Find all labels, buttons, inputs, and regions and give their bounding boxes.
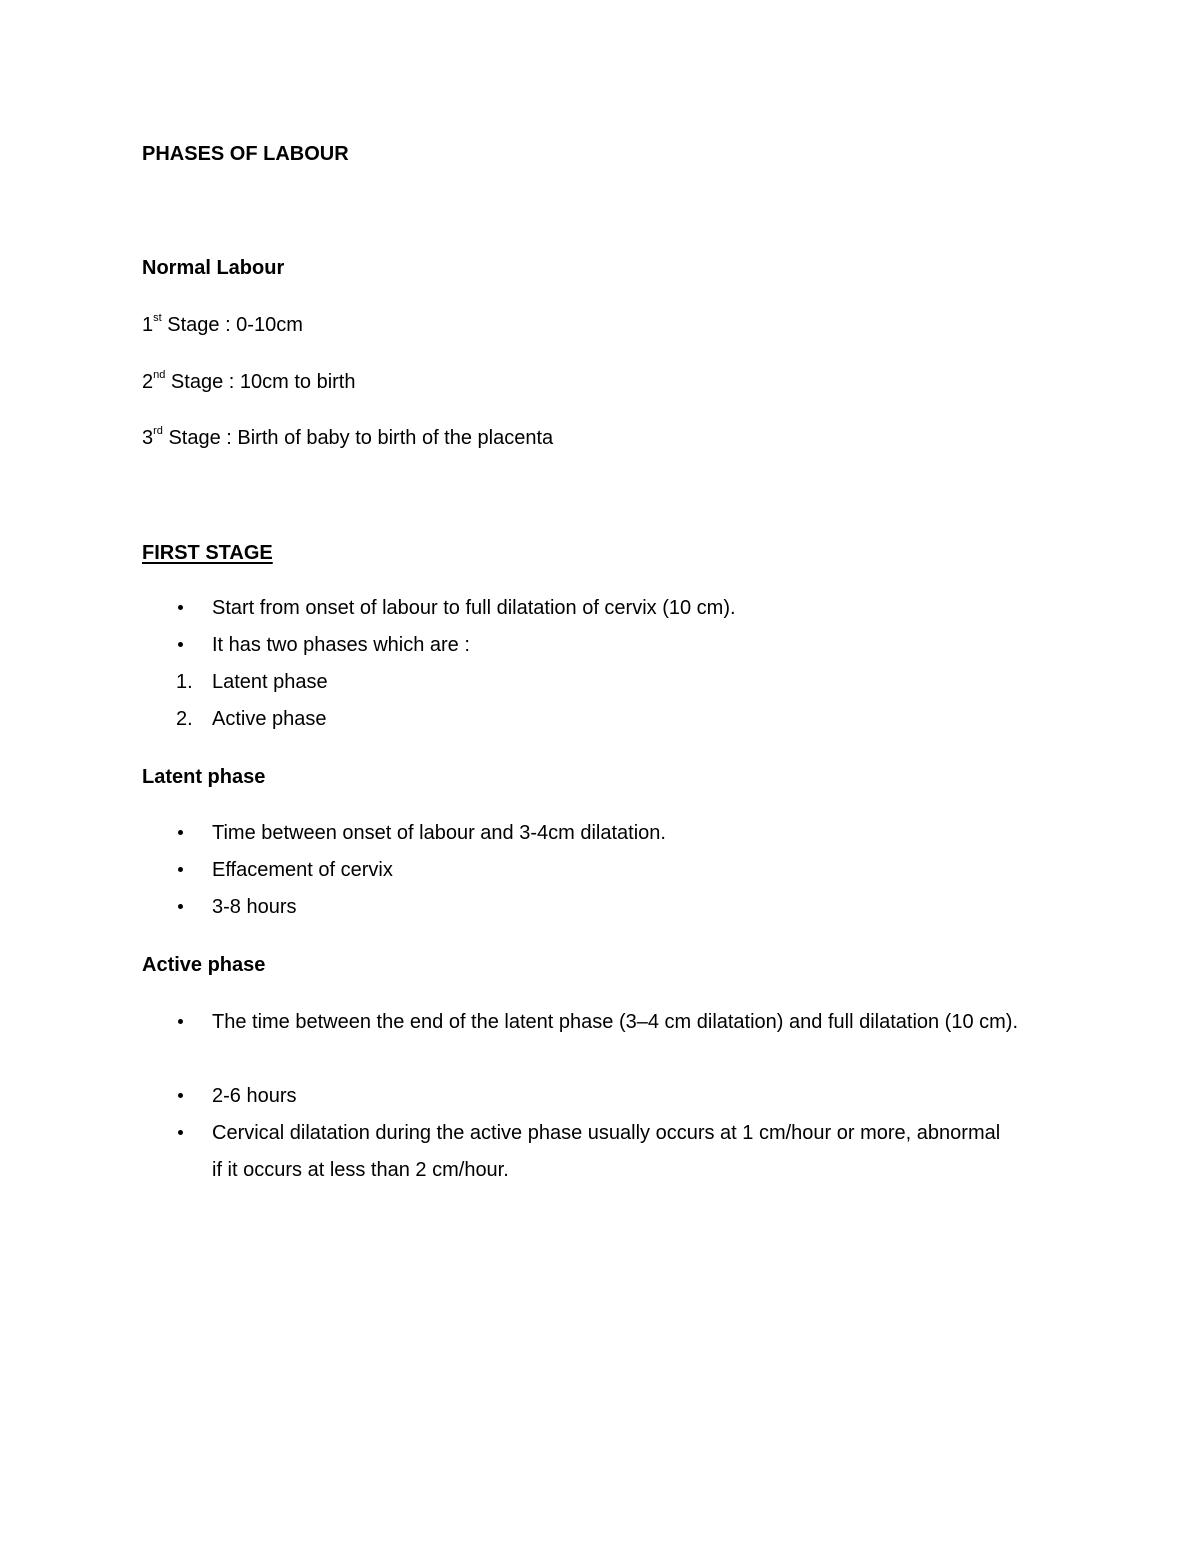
list-item <box>175 590 1055 627</box>
list-item-text: 2-6 hours <box>212 1085 297 1107</box>
list-item-text: Time between onset of labour and 3-4cm dilatation. <box>212 822 666 844</box>
document-title: PHASES OF LABOUR <box>142 143 349 165</box>
stage-description: Stage : Birth of baby to birth of the placenta <box>162 427 554 449</box>
first-stage-heading: FIRST STAGE <box>142 542 273 564</box>
list-item <box>175 852 1055 889</box>
stage-line-2 <box>142 370 355 394</box>
normal-labour-heading: Normal Labour <box>142 257 285 279</box>
list-item <box>175 627 1055 664</box>
stage-description: Stage : 10cm to birth <box>165 371 356 393</box>
list-item-text: Active phase <box>212 708 327 730</box>
list-item-text: Effacement of cervix <box>212 859 393 881</box>
list-item-text: It has two phases which are : <box>212 634 470 656</box>
list-item-text: Latent phase <box>212 671 328 693</box>
list-item <box>175 815 1055 852</box>
list-item <box>175 1004 1055 1041</box>
list-item-text: Start from onset of labour to full dilatation of cervix (10 cm). <box>212 597 736 619</box>
list-item-text: 3-8 hours <box>212 896 297 918</box>
stage-line-1 <box>142 313 303 337</box>
numbered-item: 1. Latent phase <box>175 664 1055 701</box>
active-phase-heading: Active phase <box>142 954 266 976</box>
stage-line-3 <box>142 426 553 450</box>
latent-phase-heading: Latent phase <box>142 766 266 788</box>
list-item <box>175 1115 1055 1189</box>
stage-ordinal-suffix: nd <box>153 369 166 382</box>
stage-number: 1 <box>142 314 154 336</box>
stage-description: Stage : 0-10cm <box>161 314 303 336</box>
stage-ordinal-suffix: rd <box>153 425 163 438</box>
stage-number: 2 <box>142 371 154 393</box>
list-item-text: Cervical dilatation during the active phase usually occurs at 1 cm/hour or more, abnormal if it occurs at less than 2 cm/hour. <box>212 1122 1001 1181</box>
list-item <box>175 889 1055 926</box>
numbered-item: 2. Active phase <box>175 701 1055 738</box>
list-item-text: The time between the end of the latent phase (3–4 cm dilatation) and full dilatation (10 cm). <box>212 1011 1019 1033</box>
list-item <box>175 1078 1055 1115</box>
stage-number: 3 <box>142 427 154 449</box>
stage-ordinal-suffix: st <box>153 312 162 325</box>
